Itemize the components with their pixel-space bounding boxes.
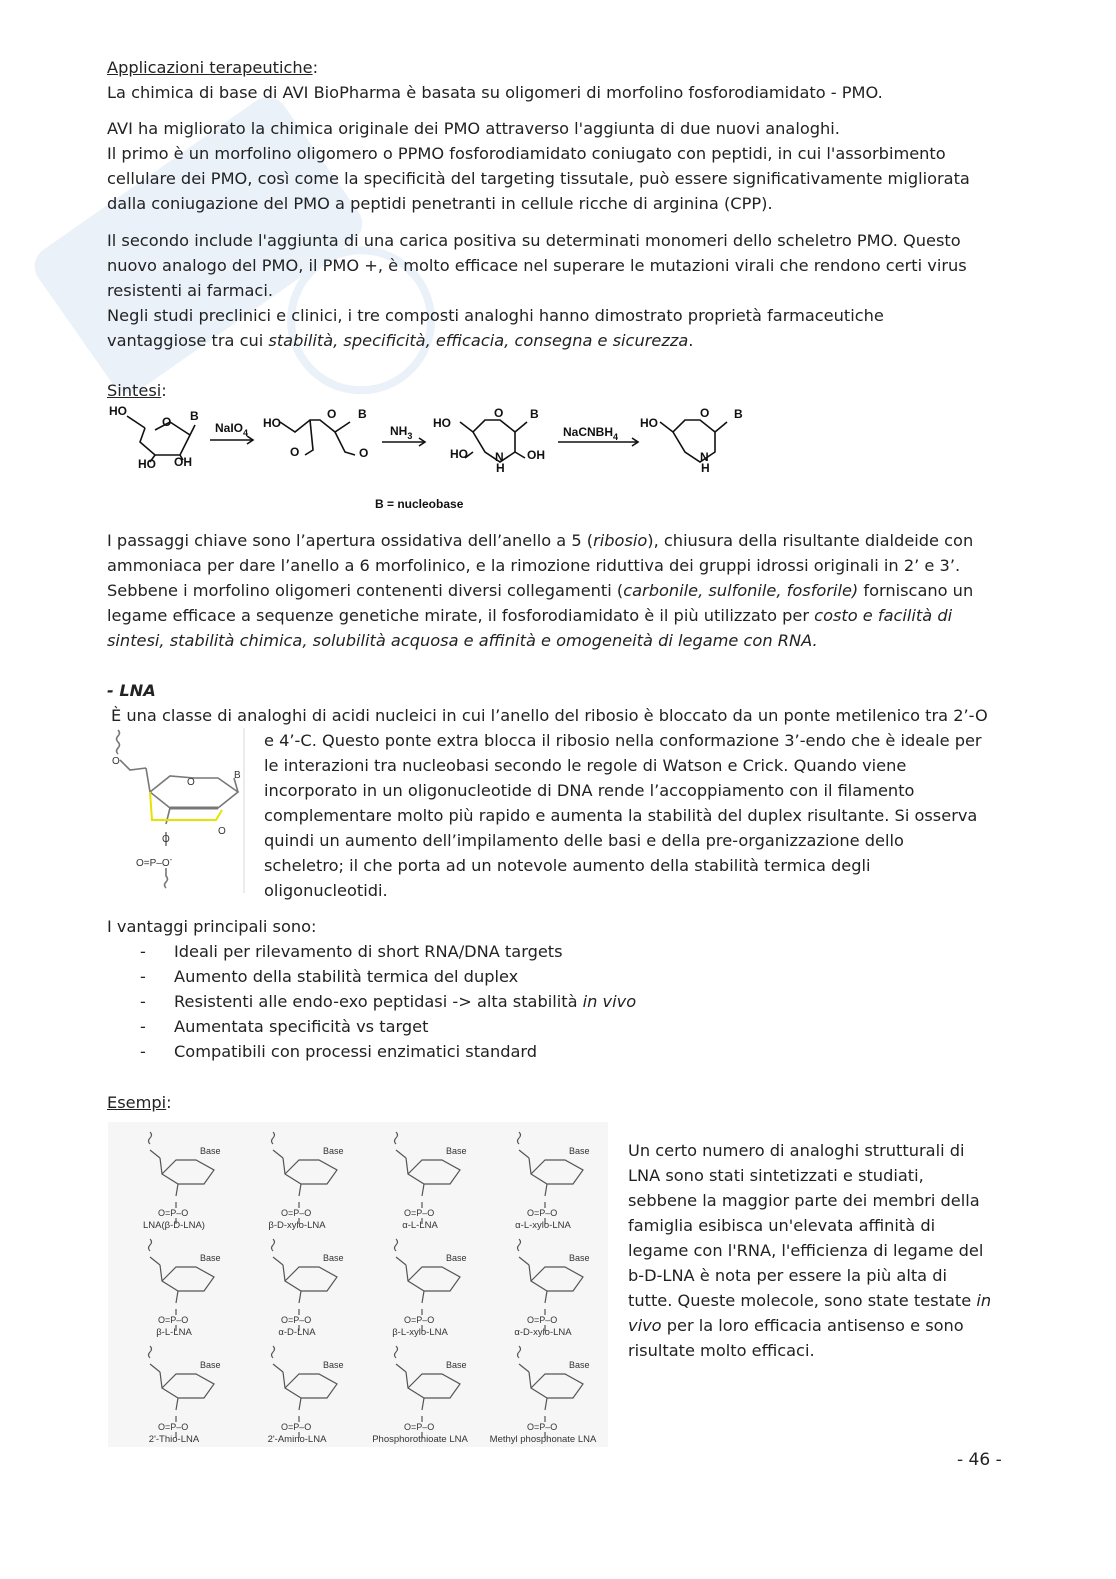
- examples-description: [628, 1138, 1008, 1363]
- phosphate-label: O=P–O: [281, 1208, 312, 1218]
- analog-name-label: β-L-xylo-LNA: [392, 1327, 448, 1338]
- reagent-nacnbh: NaCNBH: [563, 425, 614, 439]
- examples-line: [628, 1288, 1008, 1313]
- label-n: N: [700, 450, 709, 464]
- phosphate-label: O=P–O: [404, 1208, 435, 1218]
- label-h: H: [496, 461, 505, 475]
- text-span: tutte. Queste molecole, sono state testate: [628, 1291, 977, 1310]
- advantages-list: [140, 939, 636, 1064]
- heading-colon: :: [166, 1093, 172, 1112]
- phosphate-label: O=P–O: [281, 1315, 312, 1325]
- reagent-sub: 3: [407, 431, 413, 441]
- list-item: [140, 989, 636, 1014]
- label-o: O: [290, 445, 300, 459]
- section-heading-sintesi: Sintesi:: [107, 381, 167, 400]
- phosphate-label: O=P–O: [404, 1315, 435, 1325]
- heading-sintesi: Sintesi: [107, 381, 162, 400]
- nucleobase-legend: B = nucleobase: [375, 497, 464, 511]
- base-label: Base: [200, 1253, 221, 1263]
- list-dash: -: [140, 992, 146, 1011]
- advantages-title: I vantaggi principali sono:: [107, 917, 317, 936]
- text-span: legame efficace a sequenze genetiche mirate, il fosforodiamidato è il più utilizzato per: [107, 606, 815, 625]
- analog-name-label: α-L-xylo-LNA: [515, 1220, 571, 1231]
- lna-line-1: È una classe di analoghi di acidi nucleici in cui l’anello del ribosio è bloccato da un ponte metilenico tra 2’-O: [111, 706, 988, 725]
- label-ho: HO: [138, 457, 156, 471]
- base-label: Base: [200, 1360, 221, 1370]
- section-heading-esempi: [107, 1090, 1002, 1115]
- phosphate-label: O=P–O: [158, 1422, 189, 1432]
- fig-phos-text: O=P–O: [136, 858, 170, 869]
- base-label: Base: [446, 1146, 467, 1156]
- analog-name-label: β-L-LNA: [156, 1327, 192, 1338]
- italic-span: carbonile, sulfonile, fosforile): [623, 581, 859, 600]
- base-label: Base: [323, 1253, 344, 1263]
- italic-span: in vivo: [582, 992, 637, 1011]
- label-oh: OH: [174, 455, 192, 469]
- analog-name-label: α-L-LNA: [402, 1220, 438, 1231]
- phosphate-label: O=P–O: [527, 1422, 558, 1432]
- synth-line-3: [107, 578, 1002, 603]
- synth-line-2: ammoniaca per dare l’anello a 6 morfolinico, e la rimozione riduttiva dei gruppi idrossi originali in 2’ e 3’.: [107, 556, 961, 575]
- paragraph-1: La chimica di base di AVI BioPharma è basata su oligomeri di morfolino fosforodiamidato - PMO.: [107, 83, 883, 102]
- advantage-text: Aumento della stabilità termica del duplex: [174, 967, 519, 986]
- label-b: B: [190, 409, 199, 423]
- reagent-nh: NH: [390, 424, 408, 438]
- advantage-text: Compatibili con processi enzimatici standard: [174, 1042, 538, 1061]
- list-dash: -: [140, 942, 146, 961]
- list-dash: -: [140, 1042, 146, 1061]
- italic-span: costo e facilità di: [814, 606, 953, 625]
- text-span: per la loro efficacia antisenso e sono: [661, 1316, 964, 1335]
- analog-name-label: Phosphorothioate LNA: [372, 1434, 468, 1445]
- lna-structure-figure: [108, 728, 246, 893]
- examples-line: b-D-LNA è nota per essere la più alta di: [628, 1266, 948, 1285]
- advantage-text: Aumentata specificità vs target: [174, 1017, 429, 1036]
- text-span: .: [688, 331, 694, 350]
- label-n: N: [495, 450, 504, 464]
- italic-span: in: [976, 1291, 992, 1310]
- section-heading-lna: - LNA: [107, 681, 156, 700]
- lna-line-7: scheletro; il che porta ad un notevole aumento della stabilità termica degli: [264, 856, 871, 875]
- paragraph-3-line-5: [107, 328, 1002, 353]
- phosphate-label: O=P–O: [281, 1422, 312, 1432]
- fig-bridge-o-label: O: [218, 826, 226, 837]
- reagent-sub: 4: [613, 432, 619, 442]
- base-label: Base: [569, 1146, 590, 1156]
- label-ho: HO: [263, 416, 281, 430]
- lna-line-3: le interazioni tra nucleobasi secondo le regole di Watson e Crick. Quando viene: [264, 756, 907, 775]
- base-label: Base: [323, 1360, 344, 1370]
- label-ho: HO: [433, 416, 451, 430]
- lna-line-4: incorporato in un oligonucleotide di DNA rende l’accoppiamento con il filamento: [264, 781, 915, 800]
- label-ho: HO: [450, 447, 468, 461]
- paragraph-3-line-1: Il secondo include l'aggiunta di una carica positiva su determinati monomeri dello scheletro PMO. Questo: [107, 231, 961, 250]
- phosphate-label: O=P–O: [527, 1315, 558, 1325]
- section-heading-applicazioni: Applicazioni terapeutiche:: [107, 58, 319, 77]
- base-label: Base: [569, 1253, 590, 1263]
- label-o: O: [700, 406, 710, 420]
- label-h: H: [701, 461, 710, 475]
- examples-line: [628, 1313, 1008, 1338]
- list-item: [140, 1014, 636, 1039]
- paragraph-3-line-3: resistenti ai farmaci.: [107, 281, 273, 300]
- text-span: Sebbene i morfolino oligomeri contenenti diversi collegamenti (: [107, 581, 624, 600]
- base-label: Base: [446, 1253, 467, 1263]
- fig-b-label: B: [234, 770, 241, 781]
- examples-line: famiglia esibisca un'elevata affinità di: [628, 1216, 936, 1235]
- paragraph-2-line-3: cellulare dei PMO, così come la specificità del targeting tissutale, può essere significativamente migliorata: [107, 169, 970, 188]
- phosphate-label: O=P–O: [527, 1208, 558, 1218]
- examples-line: risultate molto efficaci.: [628, 1341, 815, 1360]
- lna-line-2: e 4’-C. Questo ponte extra blocca il ribosio nella conformazione 3’-endo che è ideale per: [264, 731, 982, 750]
- fig-o-label: O: [112, 756, 120, 767]
- italic-span: vivo: [628, 1316, 662, 1335]
- text-span: I passaggi chiave sono l’apertura ossidativa dell’anello a 5 (: [107, 531, 594, 550]
- advantage-text: Ideali per rilevamento di short RNA/DNA targets: [174, 942, 563, 961]
- fig-o-label: O: [162, 834, 170, 845]
- synthesis-scheme: [105, 400, 765, 520]
- advantage-text: Resistenti alle endo-exo peptidasi -> alta stabilità: [174, 992, 583, 1011]
- label-o: O: [162, 415, 172, 429]
- analog-name-label: β-D-xylo-LNA: [268, 1220, 326, 1231]
- label-b: B: [358, 407, 367, 421]
- paragraph-3-line-4: Negli studi preclinici e clinici, i tre composti analoghi hanno dimostrato proprietà farmaceutiche: [107, 306, 884, 325]
- label-oh: OH: [527, 448, 545, 462]
- lna-line-5: complementare molto più rapido e aumenta la stabilità del duplex risultante. Si osserva: [264, 806, 978, 825]
- label-o: O: [359, 446, 369, 460]
- italic-span: ribosio: [593, 531, 648, 550]
- base-label: Base: [323, 1146, 344, 1156]
- examples-line: legame con l'RNA, l'efficienza di legame del: [628, 1241, 984, 1260]
- heading-esempi: Esempi: [107, 1093, 167, 1112]
- heading-applicazioni: Applicazioni terapeutiche: [107, 58, 313, 77]
- list-dash: -: [140, 1017, 146, 1036]
- phosphate-label: O=P–O: [404, 1422, 435, 1432]
- reagent-nacnbh4: [563, 425, 618, 442]
- examples-line: LNA sono stati sintetizzati e studiati,: [628, 1166, 924, 1185]
- paragraph-2-line-4: dalla coniugazione del PMO a peptidi penetranti in cellule ricche di arginina (CPP).: [107, 194, 773, 213]
- synth-line-1: [107, 528, 1002, 553]
- label-b: B: [734, 407, 743, 421]
- lna-examples-figure: [108, 1122, 608, 1447]
- label-ho: HO: [109, 404, 127, 418]
- analog-name-label: LNA(β-D-LNA): [143, 1220, 205, 1231]
- fig-ring-o-label: O: [187, 777, 195, 788]
- phosphate-label: O=P–O: [158, 1315, 189, 1325]
- base-label: Base: [569, 1360, 590, 1370]
- analog-name-label: α-D-xylo-LNA: [514, 1327, 572, 1338]
- reagent-naio4: [215, 421, 248, 438]
- lna-line-6: quindi un aumento dell’impilamento delle basi e della pre-organizzazione dello: [264, 831, 904, 850]
- synth-line-5: sintesi, stabilità chimica, solubilità acquosa e affinità e omogeneità di legame con RNA.: [107, 631, 818, 650]
- text-span: vantaggiose tra cui: [107, 331, 269, 350]
- fig-phosphate-label: [136, 855, 173, 869]
- text-span: forniscano un: [858, 581, 974, 600]
- base-label: Base: [446, 1360, 467, 1370]
- label-b: B: [530, 407, 539, 421]
- list-dash: -: [140, 967, 146, 986]
- fig-minus: -: [169, 855, 173, 864]
- examples-line: Un certo numero di analoghi strutturali di: [628, 1141, 965, 1160]
- list-item: [140, 939, 636, 964]
- label-ho: HO: [640, 416, 658, 430]
- analog-name-label: α-D-LNA: [278, 1327, 316, 1338]
- paragraph-2-line-1: AVI ha migliorato la chimica originale dei PMO attraverso l'aggiunta di due nuovi analoghi.: [107, 119, 840, 138]
- list-item: [140, 1039, 636, 1064]
- paragraph-3-line-2: nuovo analogo del PMO, il PMO +, è molto efficace nel superare le mutazioni virali che rendono certi virus: [107, 256, 967, 275]
- analog-name-label: 2'-Amino-LNA: [267, 1434, 327, 1445]
- paragraph-2-line-2: Il primo è un morfolino oligomero o PPMO fosforodiamidato coniugato con peptidi, in cui l'assorbimento: [107, 144, 946, 163]
- text-span: ), chiusura della risultante dialdeide con: [647, 531, 974, 550]
- examples-line: sebbene la maggior parte dei membri della: [628, 1191, 980, 1210]
- base-label: Base: [200, 1146, 221, 1156]
- list-item: [140, 964, 636, 989]
- analog-name-label: 2'-Thio-LNA: [148, 1434, 200, 1445]
- label-o: O: [494, 406, 504, 420]
- reagent-naio: NaIO: [215, 421, 244, 435]
- phosphate-label: O=P–O: [158, 1208, 189, 1218]
- reagent-sub: 4: [243, 428, 249, 438]
- analog-name-label: Methyl phosphonate LNA: [489, 1434, 597, 1445]
- italic-span: stabilità, specificità, efficacia, consegna e sicurezza: [268, 331, 689, 350]
- page-number: - 46 -: [957, 1450, 1002, 1470]
- lna-line-8: oligonucleotidi.: [264, 881, 388, 900]
- reagent-nh3: [390, 424, 412, 441]
- synth-line-4: [107, 603, 1002, 628]
- label-o: O: [327, 407, 337, 421]
